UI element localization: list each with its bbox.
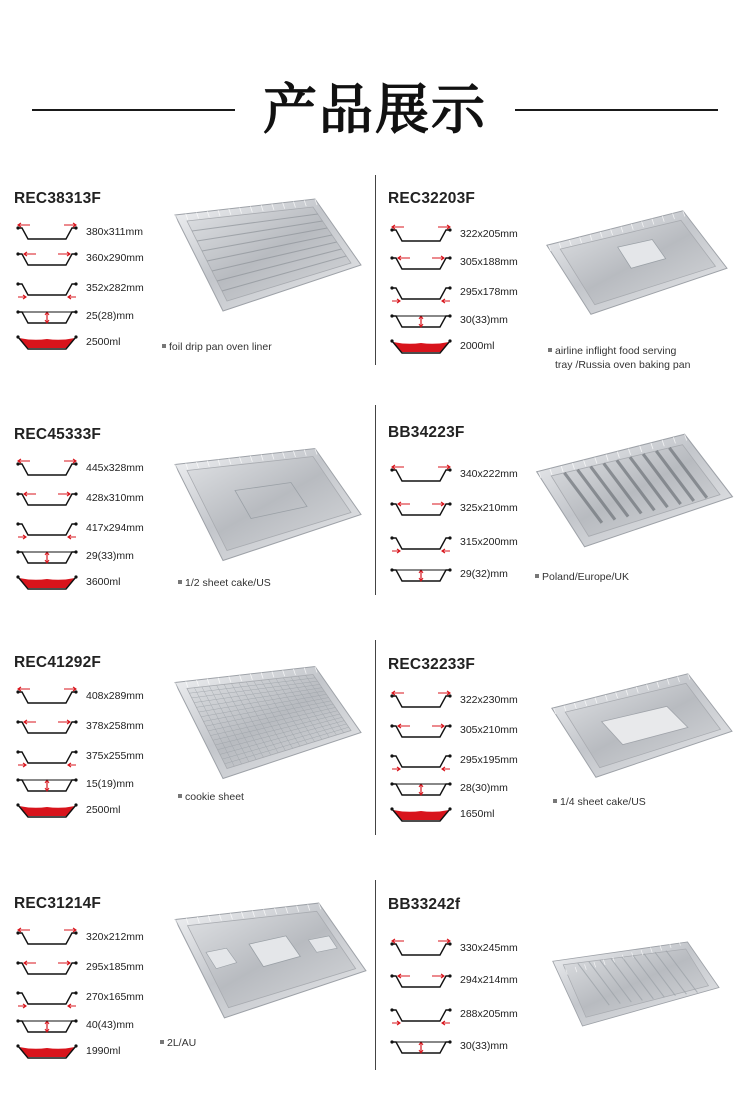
product-code: REC41292F (14, 654, 102, 671)
dimension-row (390, 720, 550, 742)
bullet-square-icon (553, 799, 557, 803)
bullet-square-icon (535, 574, 539, 578)
dimension-value: 30(33)mm (460, 314, 508, 326)
dimension-icon (390, 750, 452, 772)
usage-note-text: 2L/AU (167, 1037, 197, 1049)
volume-row (16, 800, 176, 822)
dimension-icon (390, 252, 452, 274)
usage-note-text: Poland/Europe/UK (542, 571, 629, 583)
volume-row (16, 1041, 176, 1063)
volume-icon (390, 804, 452, 826)
tray-image (165, 898, 370, 1023)
dimension-icon (16, 278, 78, 300)
bullet-square-icon (162, 344, 166, 348)
dimension-row (16, 927, 176, 949)
dimension-value: 15(19)mm (86, 778, 134, 790)
product-photo (160, 195, 370, 320)
usage-note-text: 1/2 sheet cake/US (185, 577, 271, 589)
dimension-value: 295x185mm (86, 961, 144, 973)
dimension-icon (16, 927, 78, 949)
product-code: REC45333F (14, 426, 102, 443)
product-usage-note (162, 340, 272, 354)
dimension-icon (390, 690, 452, 712)
dimension-value: 352x282mm (86, 282, 144, 294)
dimension-icon (16, 222, 78, 244)
depth-icon (16, 774, 78, 796)
section-header (0, 70, 750, 150)
dimension-value: 25(28)mm (86, 310, 134, 322)
bullet-square-icon (178, 580, 182, 584)
depth-icon (16, 306, 78, 328)
dimension-value: 30(33)mm (460, 1040, 508, 1052)
product-code: BB34223F (388, 424, 465, 441)
depth-icon (390, 310, 452, 332)
usage-note-line (160, 1036, 196, 1050)
volume-row (16, 572, 176, 594)
dimension-icon (390, 224, 452, 246)
dimension-value: 40(43)mm (86, 1019, 134, 1031)
dimension-value: 29(32)mm (460, 568, 508, 580)
product-code: REC32233F (388, 656, 476, 673)
dimension-value: 360x290mm (86, 252, 144, 264)
dimension-icon (16, 686, 78, 708)
dimension-value: 305x210mm (460, 724, 518, 736)
dimension-value: 270x165mm (86, 991, 144, 1003)
usage-note-line (162, 340, 272, 354)
product-usage-note (178, 790, 244, 804)
volume-icon (16, 800, 78, 822)
usage-note-line (548, 358, 690, 372)
dimension-row (16, 716, 176, 738)
product-usage-note (553, 795, 646, 809)
dimension-row (390, 750, 550, 772)
dimension-row (16, 957, 176, 979)
dimension-value: 305x188mm (460, 256, 518, 268)
volume-row (16, 332, 176, 354)
dimension-row (16, 1015, 176, 1037)
dimension-row (16, 458, 176, 480)
product-photo (540, 668, 740, 788)
product-photo (165, 442, 365, 572)
product-photo (530, 935, 740, 1045)
dimension-value: 445x328mm (86, 462, 144, 474)
dimension-value: 28(30)mm (460, 782, 508, 794)
volume-icon (16, 572, 78, 594)
dimension-value: 294x214mm (460, 974, 518, 986)
dimension-value: 375x255mm (86, 750, 144, 762)
dimension-row (16, 248, 176, 270)
dimension-row (390, 252, 550, 274)
dimension-icon (16, 518, 78, 540)
dimension-row (390, 1004, 550, 1026)
dimension-row (390, 282, 550, 304)
dimension-value: 320x212mm (86, 931, 144, 943)
usage-note-line (178, 576, 271, 590)
tray-image (160, 195, 370, 315)
dimension-row (390, 564, 550, 586)
dimension-value: 288x205mm (460, 1008, 518, 1020)
depth-icon (390, 1036, 452, 1058)
volume-value: 1990ml (86, 1045, 121, 1057)
bullet-square-icon (160, 1040, 164, 1044)
bullet-square-icon (548, 348, 552, 352)
product-photo (165, 660, 365, 790)
dimension-icon (390, 282, 452, 304)
depth-icon (16, 1015, 78, 1037)
usage-note-text: 1/4 sheet cake/US (560, 796, 646, 808)
dimension-value: 428x310mm (86, 492, 144, 504)
product-usage-note (160, 1036, 196, 1050)
tray-image (165, 660, 365, 785)
header-rule-left (32, 109, 235, 111)
dimension-icon (16, 957, 78, 979)
usage-note-line (178, 790, 244, 804)
dimension-row (390, 310, 550, 332)
usage-note-text: foil drip pan oven liner (169, 341, 272, 353)
tray-image (525, 428, 740, 553)
volume-icon (16, 1041, 78, 1063)
volume-value: 3600ml (86, 576, 121, 588)
dimension-value: 322x205mm (460, 228, 518, 240)
dimension-icon (16, 716, 78, 738)
dimension-icon (16, 488, 78, 510)
dimension-value: 295x178mm (460, 286, 518, 298)
dimension-row (390, 690, 550, 712)
dimension-icon (390, 938, 452, 960)
product-usage-note (178, 576, 271, 590)
dimension-value: 325x210mm (460, 502, 518, 514)
product-code: BB33242f (388, 896, 461, 913)
dimension-icon (390, 1004, 452, 1026)
depth-icon (16, 546, 78, 568)
dimension-value: 315x200mm (460, 536, 518, 548)
dimension-icon (16, 248, 78, 270)
dimension-icon (390, 498, 452, 520)
usage-note-text: tray /Russia oven baking pan (555, 359, 691, 371)
product-photo (525, 428, 740, 558)
dimension-row (16, 746, 176, 768)
dimension-row (390, 778, 550, 800)
volume-icon (16, 332, 78, 354)
tray-image (165, 442, 365, 567)
dimension-value: 378x258mm (86, 720, 144, 732)
dimension-icon (390, 532, 452, 554)
bullet-square-icon (178, 794, 182, 798)
dimension-row (16, 518, 176, 540)
product-usage-note (548, 344, 690, 372)
dimension-row (16, 278, 176, 300)
dimension-row (16, 222, 176, 244)
product-code: REC38313F (14, 190, 102, 207)
dimension-row (390, 938, 550, 960)
usage-note-line (553, 795, 646, 809)
dimension-value: 380x311mm (86, 226, 144, 238)
dimension-value: 322x230mm (460, 694, 518, 706)
volume-value: 2500ml (86, 336, 121, 348)
product-usage-note (535, 570, 629, 584)
dimension-value: 295x195mm (460, 754, 518, 766)
product-photo (535, 205, 735, 325)
depth-icon (390, 564, 452, 586)
dimension-value: 29(33)mm (86, 550, 134, 562)
volume-icon (390, 336, 452, 358)
tray-image (540, 668, 740, 783)
dimension-icon (16, 458, 78, 480)
page-title: 产品展示 (263, 78, 487, 141)
dimension-icon (16, 746, 78, 768)
dimension-icon (390, 720, 452, 742)
dimension-row (390, 970, 550, 992)
dimension-row (16, 987, 176, 1009)
header-rule-right (515, 109, 718, 111)
tray-image (530, 935, 740, 1040)
dimension-value: 408x289mm (86, 690, 144, 702)
usage-note-line (535, 570, 629, 584)
dimension-row (16, 686, 176, 708)
dimension-icon (390, 464, 452, 486)
dimension-row (16, 488, 176, 510)
dimension-row (16, 306, 176, 328)
dimension-row (390, 224, 550, 246)
dimension-row (16, 774, 176, 796)
volume-value: 1650ml (460, 808, 495, 820)
product-code: REC32203F (388, 190, 476, 207)
volume-row (390, 336, 550, 358)
product-photo (165, 898, 370, 1028)
product-code: REC31214F (14, 895, 102, 912)
dimension-value: 340x222mm (460, 468, 518, 480)
tray-image (535, 205, 735, 320)
volume-row (390, 804, 550, 826)
dimension-row (390, 1036, 550, 1058)
volume-value: 2500ml (86, 804, 121, 816)
usage-note-text: airline inflight food serving (555, 345, 677, 357)
usage-note-line (548, 344, 690, 358)
depth-icon (390, 778, 452, 800)
dimension-icon (16, 987, 78, 1009)
dimension-value: 330x245mm (460, 942, 518, 954)
usage-note-text: cookie sheet (185, 791, 244, 803)
volume-value: 2000ml (460, 340, 495, 352)
dimension-value: 417x294mm (86, 522, 144, 534)
dimension-row (16, 546, 176, 568)
dimension-icon (390, 970, 452, 992)
